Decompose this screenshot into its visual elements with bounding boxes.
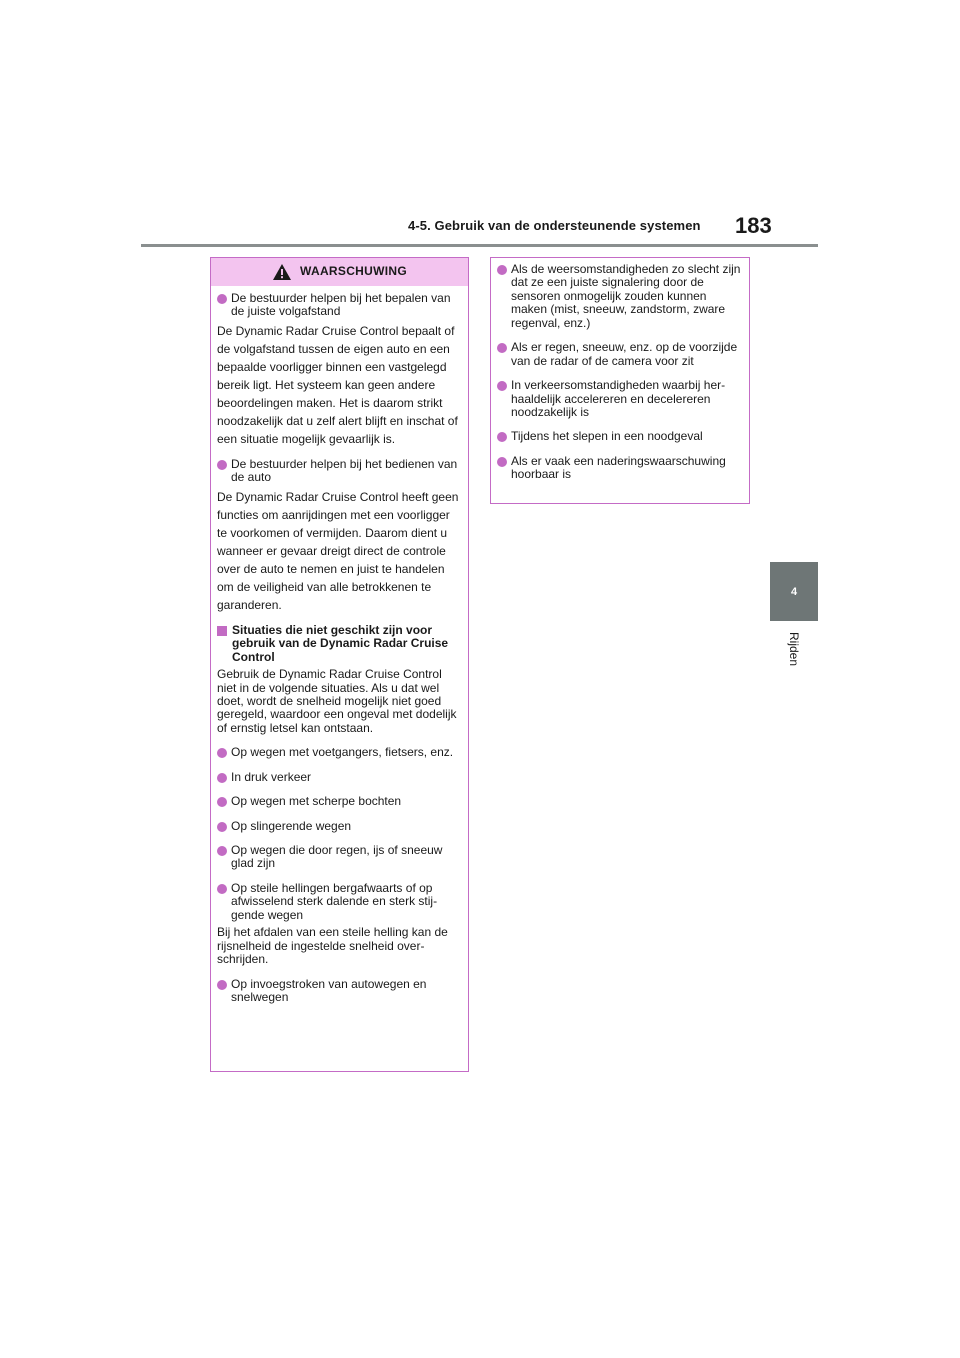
list-item: De bestuurder helpen bij het bedienen van de auto <box>217 458 462 485</box>
list-item: Als de weersomstandigheden zo slecht zijn dat ze een juiste signalering door de sensoren onmogelijk zouden kunnen maken (mist, sneeuw, zandstorm, zware regenval, enz.) <box>497 263 743 330</box>
list-item: Op steile hellingen bergafwaarts of op afwisselend sterk dalende en sterk stijgende wegen <box>217 882 462 922</box>
bullet-dot-icon <box>217 460 227 470</box>
section-heading: Situaties die niet geschikt zijn voor gebruik van de Dynamic Radar Cruise Control <box>217 624 462 664</box>
list-item: De bestuurder helpen bij het bepalen van de juiste volgafstand <box>217 292 462 319</box>
bullet-dot-icon <box>217 980 227 990</box>
list-item: In druk verkeer <box>217 771 462 784</box>
bullet-dot-icon <box>497 432 507 442</box>
page-number: 183 <box>735 213 772 238</box>
list-item: Tijdens het slepen in een noodgeval <box>497 430 743 443</box>
warning-content <box>211 286 468 1004</box>
header-rule <box>141 244 818 247</box>
paragraph: Gebruik de Dynamic Radar Cruise Control niet in de volgende situaties. Als u dat wel doet, wordt de snelheid mogelijk niet goed geregeld, waardoor een ongeval met dodelijk of ernstig letsel kan ontstaan. <box>217 667 457 735</box>
section-title: 4-5. Gebruik van de ondersteunende systemen <box>408 218 701 233</box>
bullet-dot-icon <box>497 381 507 391</box>
bullet-dot-icon <box>497 343 507 353</box>
list-item: Op invoegstroken van autowegen en snelwegen <box>217 978 462 1005</box>
list-item: Op wegen die door regen, ijs of sneeuw glad zijn <box>217 844 462 871</box>
bullet-dot-icon <box>217 884 227 894</box>
warning-box <box>210 257 469 1072</box>
chapter-tab[interactable] <box>770 562 818 621</box>
list-item: In verkeersomstandigheden waarbij herhaaldelijk accelereren en decelereren noodzakelijk is <box>497 379 743 419</box>
bullet-dot-icon <box>497 457 507 467</box>
list-item: Op wegen met scherpe bochten <box>217 795 462 808</box>
list-item: Op wegen met voetgangers, fietsers, enz. <box>217 746 462 759</box>
list-item: Op slingerende wegen <box>217 820 462 833</box>
warning-box-continued <box>490 257 750 504</box>
chapter-number: 4 <box>790 585 798 598</box>
bullet-dot-icon <box>217 846 227 856</box>
paragraph: De Dynamic Radar Cruise Control bepaalt of de volgafstand tussen de eigen auto en een bepaalde voorligger binnen een vastgelegd bereik ligt. Het systeem kan geen andere beoordelingen maken. Het is daarom strikt noodzakelijk dat u zelf alert blijft en inschat of een situatie mogelijk gevaarlijk is. <box>217 323 458 446</box>
warning-label: WAARSCHUWING <box>300 264 407 279</box>
warning-triangle-icon <box>272 263 292 281</box>
paragraph: Bij het afdalen van een steile helling kan de rijsnelheid de ingestelde snelheid overschrijden. <box>217 925 448 967</box>
bullet-dot-icon <box>217 773 227 783</box>
bullet-dot-icon <box>217 748 227 758</box>
list-item: Als er vaak een naderingswaarschuwing hoorbaar is <box>497 455 743 482</box>
bullet-dot-icon <box>217 822 227 832</box>
warning-content <box>491 258 749 482</box>
bullet-dot-icon <box>217 797 227 807</box>
chapter-label: Rijden <box>787 632 801 667</box>
square-bullet-icon <box>217 626 227 636</box>
paragraph: De Dynamic Radar Cruise Control heeft geen functies om aanrijdingen met een voorligger te voorkomen of vermijden. Daarom dient u wanneer er gevaar dreigt direct de controle over de auto te nemen en juist te handelen om de veiligheid van alle betrokkenen te garanderen. <box>217 489 459 612</box>
bullet-dot-icon <box>217 294 227 304</box>
warning-header <box>211 258 468 286</box>
list-item: Als er regen, sneeuw, enz. op de voorzijde van de radar of de camera voor zit <box>497 341 743 368</box>
bullet-dot-icon <box>497 265 507 275</box>
